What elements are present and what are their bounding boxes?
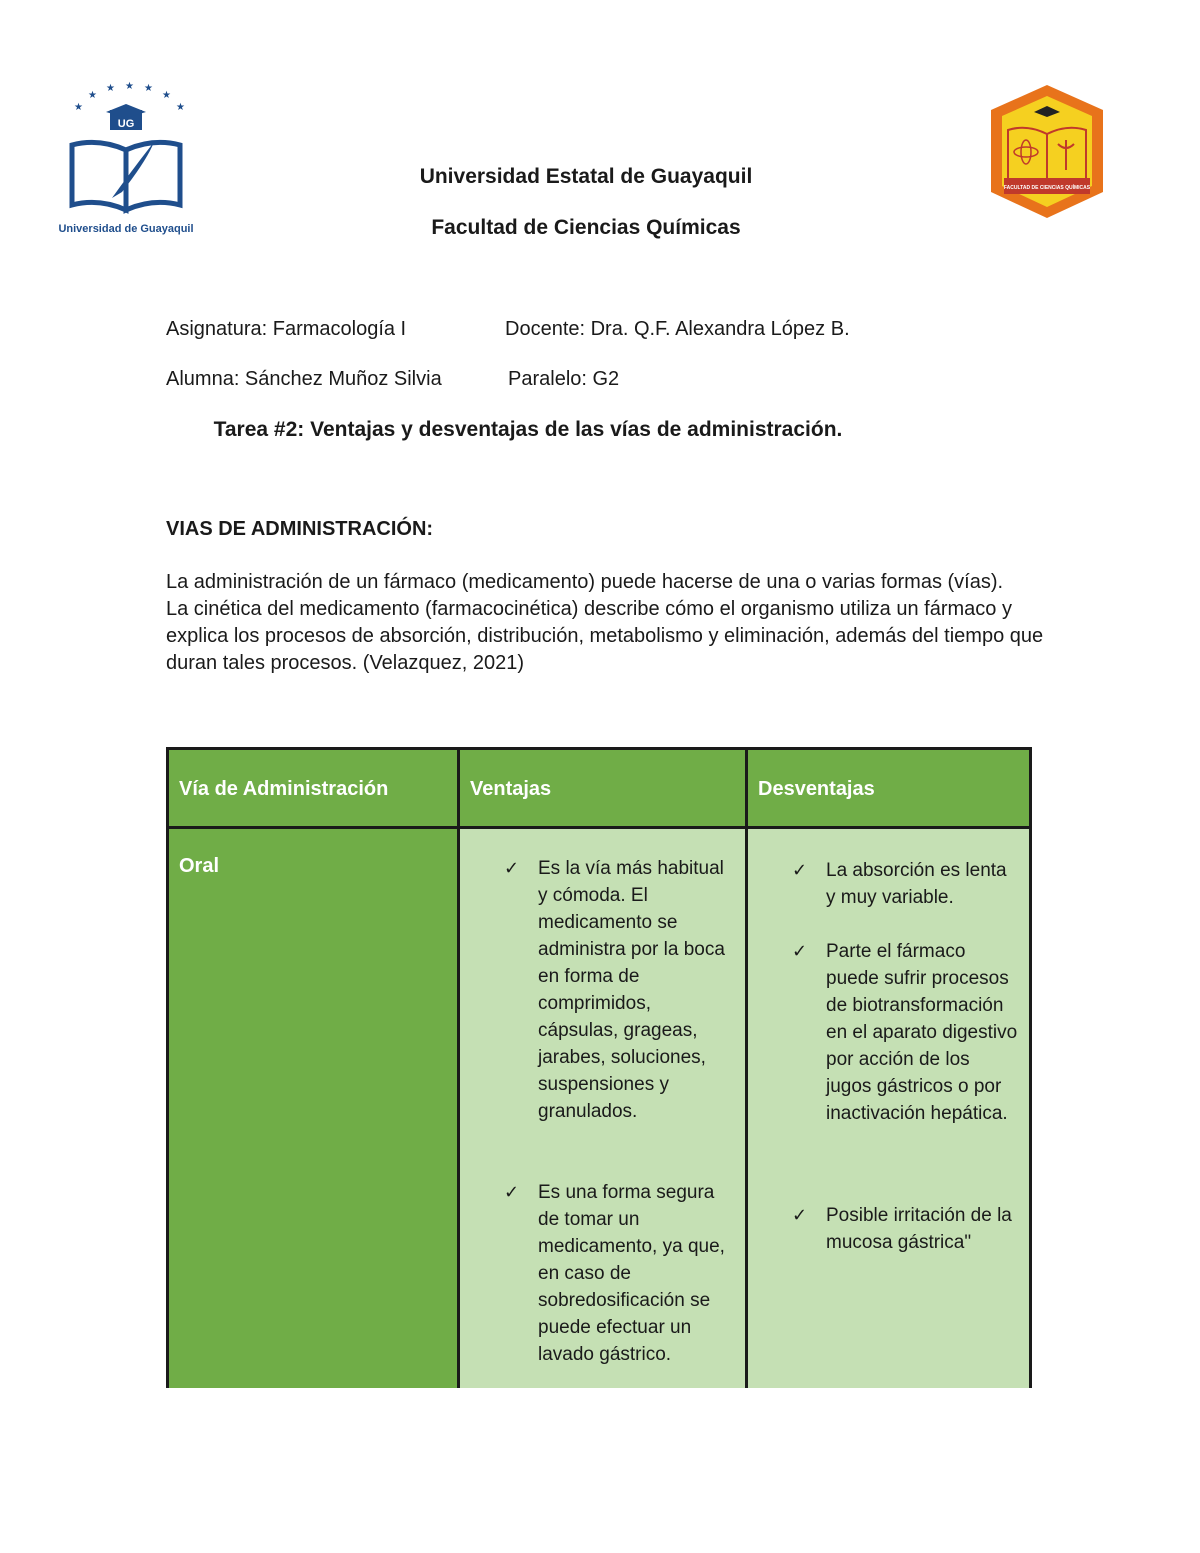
svg-text:★: ★ [162, 90, 171, 101]
check-icon: ✓ [504, 858, 520, 878]
intro-paragraph [166, 569, 1046, 677]
svg-text:★: ★ [106, 83, 115, 94]
bullet-text: La absorción es lenta y muy variable. [826, 860, 1007, 908]
desventajas-cell [745, 826, 1029, 1388]
university-name: Universidad Estatal de Guayaquil [419, 165, 753, 188]
section-label: Paralelo: G2 [508, 368, 620, 390]
header-desventajas: Desventajas [745, 750, 1029, 826]
svg-text:★: ★ [74, 102, 83, 113]
routes-table [166, 747, 1032, 1388]
ventajas-cell [457, 826, 745, 1388]
section-heading: VIAS DE ADMINISTRACIÓN: [166, 518, 434, 540]
svg-text:★: ★ [88, 90, 97, 101]
svg-text:FACULTAD DE CIENCIAS QUÍMICAS: FACULTAD DE CIENCIAS QUÍMICAS [1003, 185, 1091, 191]
subject-label: Asignatura: Farmacología I [166, 318, 407, 340]
bullet-text: Es una forma segura de tomar un medicamento, ya que, en caso de sobredosificación se puede efectuar un lavado gástrico. [538, 1182, 725, 1365]
header-route: Vía de Administración [169, 750, 457, 826]
svg-text:★: ★ [125, 81, 134, 92]
paragraph-line-2: La cinética del medicamento (farmacocinética) describe cómo el organismo utiliza un fármaco y explica los procesos de absorción, distribución, metabolismo y eliminación, además del tiempo que duran tales procesos. (Velazquez, 2021) [166, 598, 1044, 674]
paragraph-line-1: La administración de un fármaco (medicamento) puede hacerse de una o varias formas (vías). [166, 571, 1004, 593]
svg-text:UG: UG [117, 118, 135, 130]
bullet-text: Posible irritación de la mucosa gástrica" [826, 1205, 1012, 1253]
task-title: Tarea #2: Ventajas y desventajas de las vías de administración. [213, 418, 843, 441]
bullet-text: Parte el fármaco puede sufrir procesos de biotransformación en el aparato digestivo por acción de los jugos gástricos o por inactivación hepática. [826, 941, 1018, 1124]
check-icon: ✓ [792, 860, 808, 880]
check-icon: ✓ [504, 1182, 520, 1202]
teacher-label: Docente: Dra. Q.F. Alexandra López B. [505, 318, 850, 340]
svg-text:★: ★ [144, 83, 153, 94]
faculty-name: Facultad de Ciencias Químicas [431, 216, 741, 239]
svg-text:Universidad de Guayaquil: Universidad de Guayaquil [58, 223, 194, 235]
student-label: Alumna: Sánchez Muñoz Silvia [166, 368, 442, 390]
faculty-logo [986, 82, 1108, 222]
route-cell: Oral [169, 826, 457, 1388]
header-ventajas: Ventajas [457, 750, 745, 826]
check-icon: ✓ [792, 941, 808, 961]
bullet-text: Es la vía más habitual y cómoda. El medicamento se administra por la boca en forma de comprimidos, cápsulas, grageas, jarabes, soluciones, suspensiones y granulados. [538, 858, 725, 1122]
svg-text:★: ★ [176, 102, 185, 113]
check-icon: ✓ [792, 1205, 808, 1225]
